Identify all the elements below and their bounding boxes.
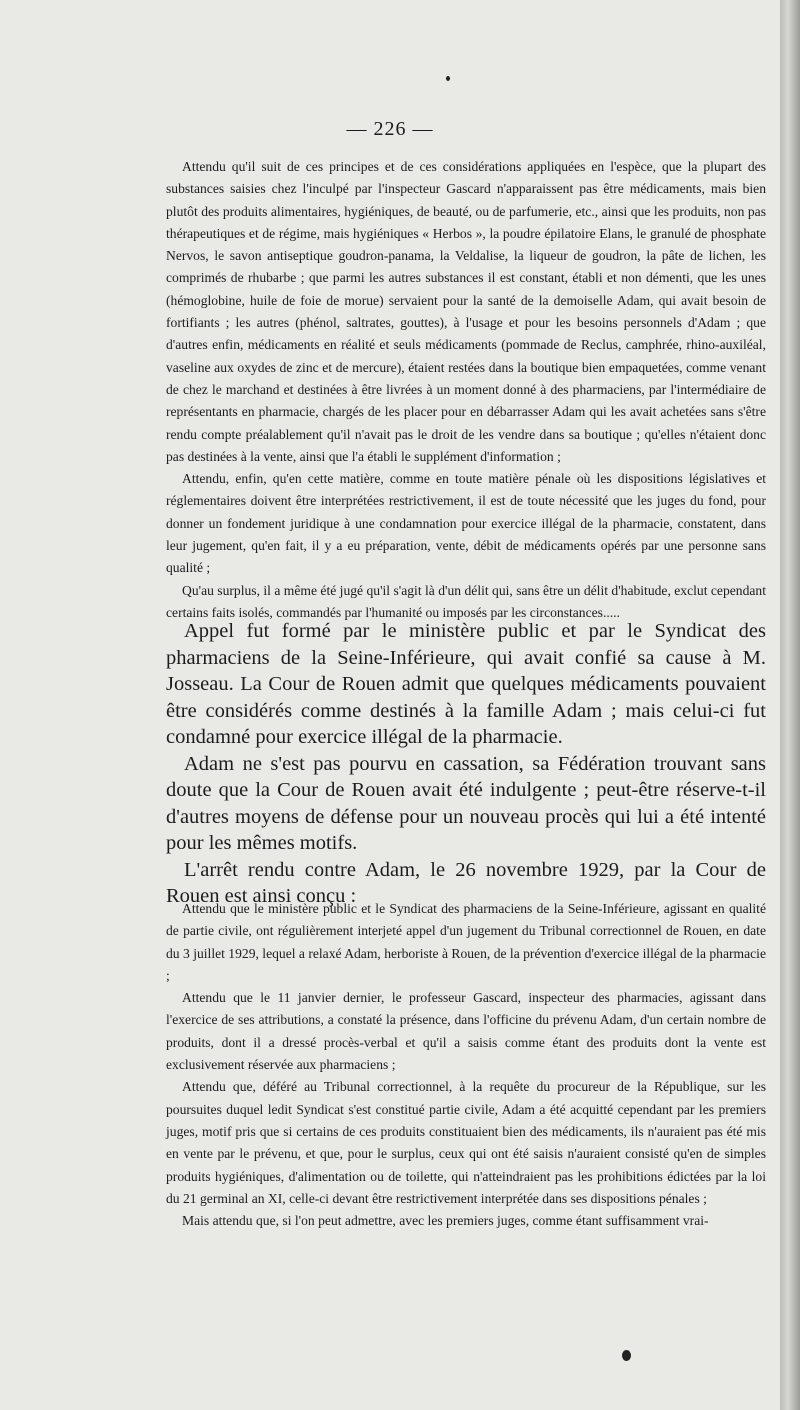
ink-blot (622, 1350, 631, 1361)
paragraph: Attendu que le ministère public et le Syndicat des pharmaciens de la Seine-Inférieure, agissant en qualité de partie civile, ont régulièrement interjeté appel d'un jugement du Tribunal correctionnel de Rouen, en date du 3 juillet 1929, lequel a relaxé Adam, herboriste à Rouen, de la prévention d'exercice illégal de la pharmacie ; (166, 901, 766, 983)
paragraph: L'arrêt rendu contre Adam, le 26 novembre 1929, par la Cour de Rouen est ainsi conçu : (166, 858, 766, 907)
ink-speck (446, 76, 450, 81)
paragraph: Adam ne s'est pas pourvu en cassation, sa Fédération trouvant sans doute que la Cour de Rouen avait été indulgente ; peut-être réserve-t-il d'autres moyens de défense pour un nouveau procès qui lui a été intenté pour les mêmes motifs. (166, 752, 766, 854)
quoted-appeal-ruling (166, 898, 766, 1232)
paragraph: Attendu que le 11 janvier dernier, le professeur Gascard, inspecteur des pharmacies, agissant dans l'exercice de ses attributions, a constaté la présence, dans l'officine du prévenu Adam, d'un certain nombre de produits, dont il a dressé procès-verbal et qu'il a saisis comme étant des produits dont la vente est exclusivement réservée aux pharmaciens ; (166, 990, 766, 1073)
paragraph: Attendu que, déféré au Tribunal correctionnel, à la requête du procureur de la République, sur les poursuites duquel ledit Syndicat s'est constitué partie civile, Adam a été acquitté cependant par les premiers juges, motif pris que si certains de ces produits constituaient bien des médicaments, ils n'auraient pas été mis en vente par le prévenu, et que, pour le surplus, ceux qui ont été saisis n'auraient consisté qu'en de simples produits hygiéniques, d'alimentation ou de toilette, qui n'atteindraient pas les prohibitions édictées par la loi du 21 germinal an XI, celle-ci devant être restrictivement interprétée dans ses dispositions pénales ; (166, 1079, 766, 1206)
paragraph: Attendu qu'il suit de ces principes et de ces considérations appliquées en l'espèce, que la plupart des substances saisies chez l'inculpé par l'inspecteur Gascard n'apparaissent pas être médicaments, mais bien plutôt des produits alimentaires, hygiéniques, de beauté, ou de parfumerie, etc., ainsi que les produits, non pas thérapeutiques et de régime, mais hygiéniques « Herbos », la poudre épilatoire Elans, le granulé de phosphate Nervos, le savon antiseptique goudron-panama, la Veldalise, la liqueur de goudron, la pâte de lichen, les comprimés de rhubarbe ; que parmi les autres substances il est constant, établi et non démenti, que les unes (hémoglobine, huile de foie de morue) servaient pour la santé de la demoiselle Adam, qui avait besoin de fortifiants ; les autres (phénol, saltrates, gouttes), à l'usage et pour les besoins personnels d'Adam ; que d'autres enfin, médicaments en réalité et seuls médicaments (pommade de Reclus, camphrée, rhino-auxiléal, vaseline aux oxydes de zinc et de mercure), étaient restées dans la boutique bien empaquetées, comme venant de chez le marchand et destinées à être livrées à un moment donné à des pharmaciens, par l'intermédiaire de représentants en pharmacie, chargés de les placer pour en débarrasser Adam qui les avait achetées sans s'être rendu compte préalablement qu'il n'avait pas le droit de les vendre dans sa boutique ; qu'elles n'étaient donc pas destinées à la vente, ainsi que l'a établi le supplément d'information ; (166, 159, 766, 464)
page-number: — 226 — (346, 118, 434, 140)
paragraph: Qu'au surplus, il a même été jugé qu'il s'agit là d'un délit qui, sans être un délit d'habitude, exclut cependant certains faits isolés, commandés par l'humanité ou imposés par les circonstances..... (166, 582, 766, 620)
paragraph: Attendu, enfin, qu'en cette matière, comme en toute matière pénale où les dispositions législatives et réglementaires doivent être interprétées restrictivement, il est de toute nécessité que les juges du fond, pour donner un fondement juridique à une condamnation pour exercice illégal de la pharmacie, constatent, dans leur jugement, qu'en fait, il y a eu préparation, vente, débit de médicaments opérés par une personne sans qualité ; (166, 471, 766, 576)
paragraph: Mais attendu que, si l'on peut admettre, avec les premiers juges, comme étant suffisamment vrai- (182, 1213, 709, 1229)
main-commentary (166, 618, 766, 910)
page-edge (780, 0, 800, 1410)
quoted-judgment-first-instance (166, 156, 766, 624)
paragraph: Appel fut formé par le ministère public et par le Syndicat des pharmaciens de la Seine-Inférieure, qui avait confié sa cause à M. Josseau. La Cour de Rouen admit que quelques médicaments pouvaient être considérés comme destinés à la famille Adam ; mais celui-ci fut condamné pour exercice illégal de la pharmacie. (166, 620, 766, 748)
